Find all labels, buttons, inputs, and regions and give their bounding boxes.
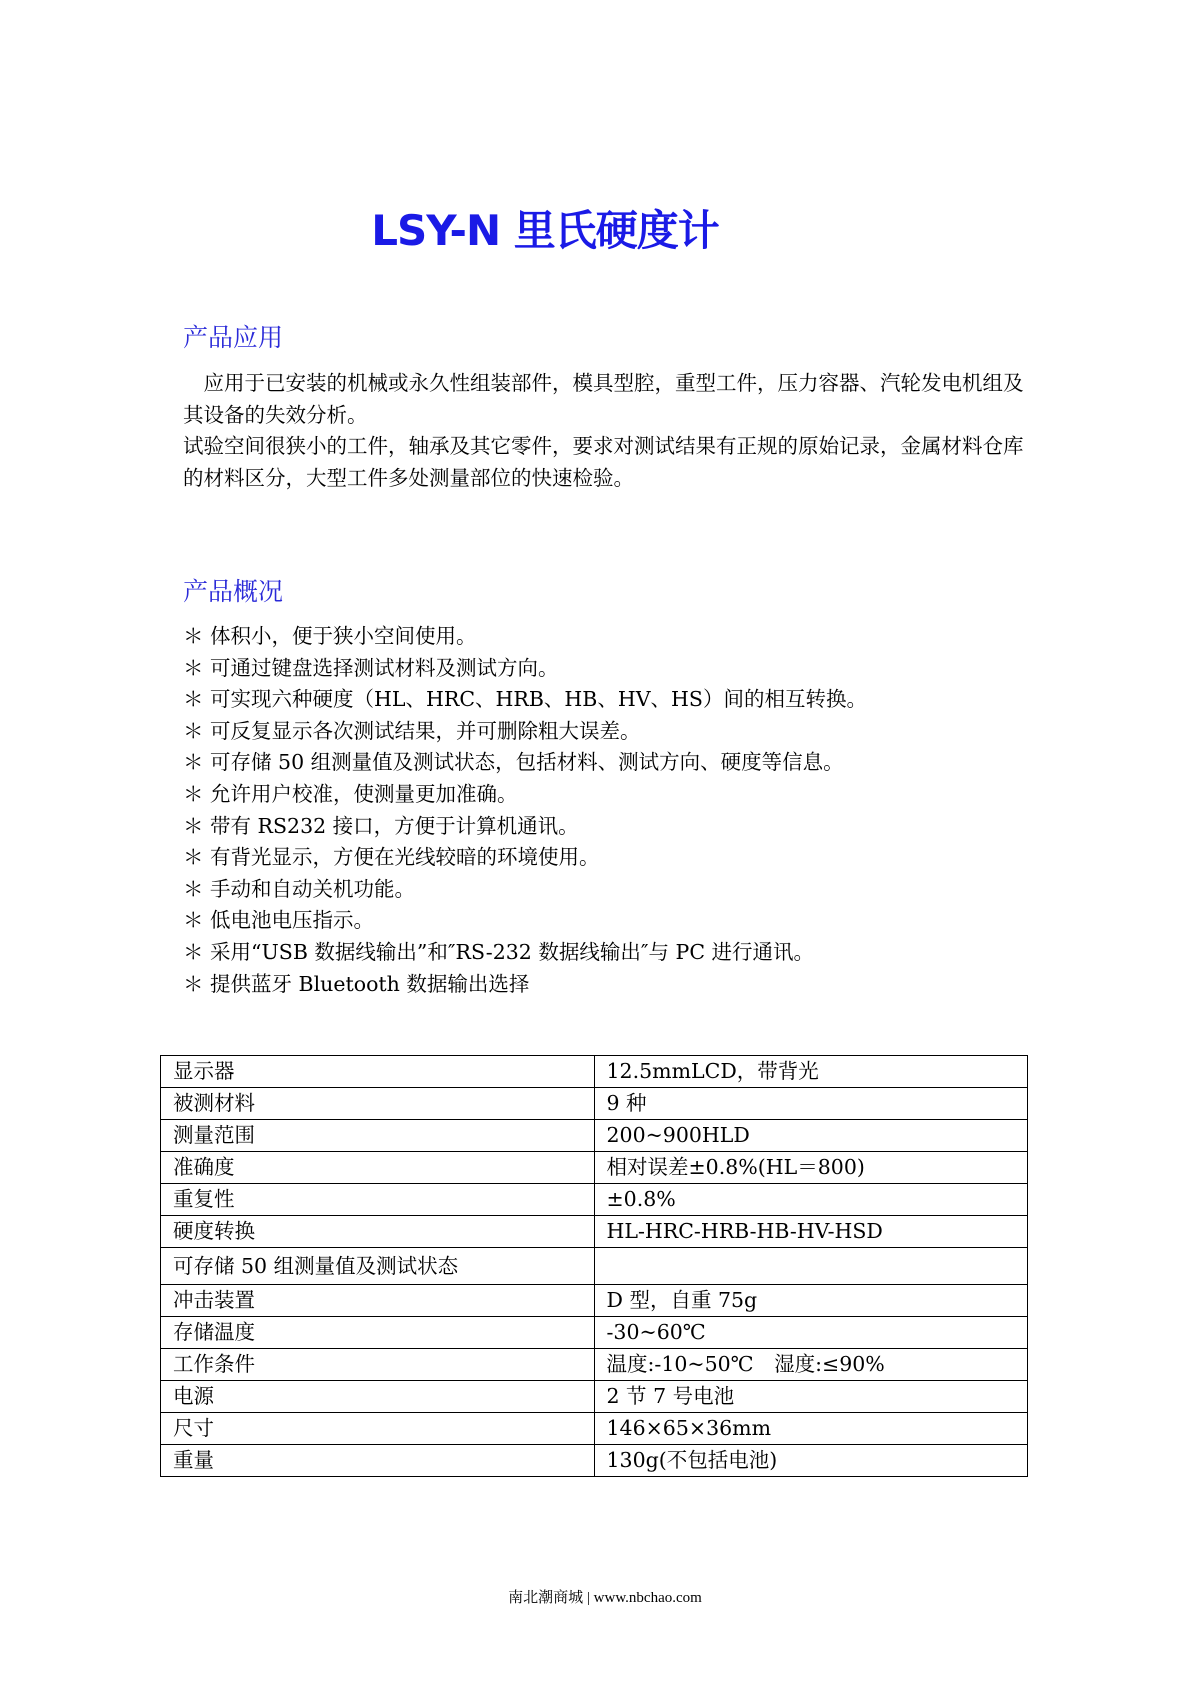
table-row: [161, 1216, 1028, 1248]
table-row: [161, 1120, 1028, 1152]
page-title: LSY-N 里氏硬度计: [371, 206, 719, 255]
spec-value: HL-HRC-HRB-HB-HV-HSD: [594, 1216, 1028, 1248]
spec-label: 可存储 50 组测量值及测试状态: [161, 1248, 595, 1285]
table-row: [161, 1349, 1028, 1381]
spec-value: 9 种: [594, 1088, 1028, 1120]
spec-value: 温度:-10~50℃ 湿度:≤90%: [594, 1349, 1028, 1381]
spec-label: 尺寸: [161, 1413, 595, 1445]
spec-label: 测量范围: [161, 1120, 595, 1152]
table-row: [161, 1317, 1028, 1349]
table-row: [161, 1088, 1028, 1120]
spec-value: -30~60℃: [594, 1317, 1028, 1349]
paragraph: 应用于已安装的机械或永久性组装部件，模具型腔，重型工件，压力容器、汽轮发电机组及其设备的失效分析。: [183, 371, 1024, 427]
spec-label: 硬度转换: [161, 1216, 595, 1248]
table-row: [161, 1445, 1028, 1477]
list-item: ＊ 可实现六种硬度（HL、HRC、HRB、HB、HV、HS）间的相互转换。: [183, 684, 867, 716]
spec-label: 准确度: [161, 1152, 595, 1184]
list-item: ＊ 允许用户校准，使测量更加准确。: [183, 779, 867, 811]
spec-label: 重量: [161, 1445, 595, 1477]
spec-label: 被测材料: [161, 1088, 595, 1120]
section-heading-application: 产品应用: [183, 323, 284, 352]
section-heading-overview: 产品概况: [183, 577, 284, 606]
spec-value: 146×65×36mm: [594, 1413, 1028, 1445]
spec-value: 200~900HLD: [594, 1120, 1028, 1152]
table-row: [161, 1056, 1028, 1088]
spec-label: 冲击装置: [161, 1285, 595, 1317]
list-item: ＊ 可通过键盘选择测试材料及测试方向。: [183, 653, 867, 685]
list-item: ＊ 带有 RS232 接口，方便于计算机通讯。: [183, 811, 867, 843]
table-row: [161, 1184, 1028, 1216]
spec-label: 工作条件: [161, 1349, 595, 1381]
list-item: ＊ 手动和自动关机功能。: [183, 874, 867, 906]
spec-value: 12.5mmLCD，带背光: [594, 1056, 1028, 1088]
spec-label: 存储温度: [161, 1317, 595, 1349]
table-row: [161, 1152, 1028, 1184]
spec-value: [594, 1248, 1028, 1285]
application-text: [183, 368, 1033, 494]
list-item: ＊ 可存储 50 组测量值及测试状态，包括材料、测试方向、硬度等信息。: [183, 747, 867, 779]
list-item: ＊ 有背光显示，方便在光线较暗的环境使用。: [183, 842, 867, 874]
list-item: ＊ 提供蓝牙 Bluetooth 数据输出选择: [183, 969, 867, 1001]
feature-list: [183, 621, 867, 1000]
table-row: [161, 1285, 1028, 1317]
list-item: ＊ 可反复显示各次测试结果，并可删除粗大误差。: [183, 716, 867, 748]
spec-value: 相对误差±0.8%(HL＝800): [594, 1152, 1028, 1184]
spec-value: ±0.8%: [594, 1184, 1028, 1216]
list-item: ＊ 体积小，便于狭小空间使用。: [183, 621, 867, 653]
spec-label: 电源: [161, 1381, 595, 1413]
footer: 南北潮商城 | www.nbchao.com: [508, 1590, 702, 1606]
spec-value: 2 节 7 号电池: [594, 1381, 1028, 1413]
spec-table: [160, 1055, 1028, 1477]
paragraph: 试验空间很狭小的工件，轴承及其它零件，要求对测试结果有正规的原始记录，金属材料仓库的材料区分，大型工件多处测量部位的快速检验。: [183, 434, 1024, 490]
table-row: [161, 1381, 1028, 1413]
table-row: [161, 1248, 1028, 1285]
spec-value: D 型，自重 75g: [594, 1285, 1028, 1317]
table-row: [161, 1413, 1028, 1445]
list-item: ＊ 低电池电压指示。: [183, 905, 867, 937]
spec-label: 重复性: [161, 1184, 595, 1216]
list-item: ＊ 采用“USB 数据线输出”和″RS-232 数据线输出″与 PC 进行通讯。: [183, 937, 867, 969]
spec-value: 130g(不包括电池): [594, 1445, 1028, 1477]
spec-label: 显示器: [161, 1056, 595, 1088]
